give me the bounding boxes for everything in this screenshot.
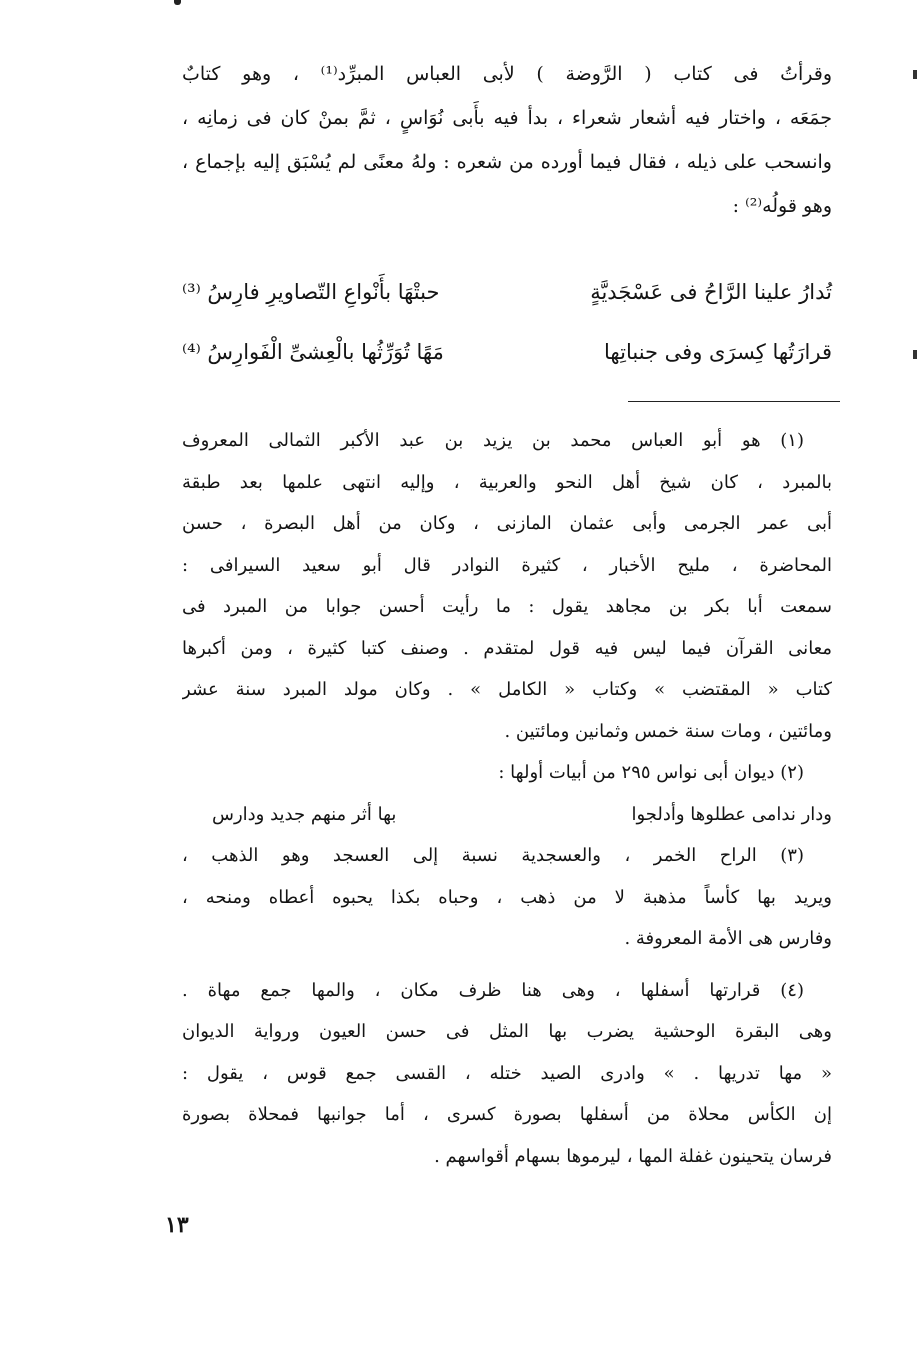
text-line: وقرأتُ فى كتاب ( الرَّوضة ) لأبى العباس المبرِّد⁽¹⁾ ، وهو كتابٌ <box>182 63 832 85</box>
footnote-line: المحاضرة ، مليح الأخبار ، كثيرة النوادر قال أبو سعيد السيرافى : <box>182 554 832 576</box>
footnote-line: (٢) ديوان أبى نواس ٢٩٥ من أبيات أولها : <box>498 762 804 783</box>
footnotes <box>182 420 832 1177</box>
footnote-line: ومائتين ، ومات سنة خمس وثمانين ومائتين . <box>504 720 832 742</box>
first-hemistich: قرارَتُها كِسرَى وفى جنباتِها <box>604 340 832 364</box>
page-number: ١٣ <box>165 1212 189 1238</box>
footnote-line: (١) هو أبو العباس محمد بن يزيد بن عبد الأكبر الثمالى المعروف <box>182 430 804 451</box>
footnote-line: (٣) الراح الخمر ، والعسجدية نسبة إلى العسجد وهو الذهب ، <box>182 845 804 866</box>
first-hemistich: ودار ندامى عطلوها وأدلجوا <box>631 803 832 825</box>
margin-mark <box>913 70 917 79</box>
scan-mark <box>174 0 181 5</box>
footnote-line: فرسان يتحينون غفلة المها ، ليرموها بسهام أقواسهم . <box>434 1145 832 1167</box>
first-hemistich: تُدارُ علينا الرَّاحُ فى عَسْجَديَّةٍ <box>590 280 832 304</box>
footnote-line: بالمبرد ، كان شيخ أهل النحو والعربية ، وإليه انتهى علمها بعد طبقة <box>182 471 832 493</box>
main-paragraph <box>182 52 832 228</box>
second-hemistich: حبتْهَا بأَنْواعِ التّصاويرِ فارِسُ ⁽³⁾ <box>182 280 440 304</box>
footnote-1 <box>182 420 832 752</box>
text-line: وهو قولُه⁽²⁾ : <box>732 195 832 217</box>
footnote-line: كتاب « المقتضب » وكتاب « الكامل » . وكان مولد المبرد سنة عشر <box>182 679 832 700</box>
second-hemistich: مَهًا تُوَرِّثُها بالْعِشىِّ الْفَوارِسُ ⁽⁴⁾ <box>182 340 444 364</box>
footnote-line: إن الكأس محلاة من أسفلها بصورة كسرى ، أما جوانبها فمحلاة بصورة <box>182 1104 832 1125</box>
footnote-line: وفارس هى الأمة المعروفة . <box>624 928 832 949</box>
footnote-4 <box>182 970 832 1178</box>
footnote-line: وهى البقرة الوحشية يضرب بها المثل فى حسن العيون ورواية الديوان <box>182 1021 832 1042</box>
footnote-line: « مها تدريها . » وادرى الصيد ختله ، القسى جمع قوس ، يقول : <box>182 1062 832 1084</box>
text-line: وانسحب على ذيله ، فقال فيما أورده من شعره : ولهُ معنًى لم يُسْبَق إليه بإجماع ، <box>182 151 832 173</box>
text-line: جمَعَه ، واختار فيه أشعار شعراء ، بدأ فيه بأَبى نُوَاسٍ ، ثمَّ بمنْ كان فى زمانِه ، <box>182 107 832 129</box>
footnote-line: سمعت أبا بكر بن مجاهد يقول : ما رأيت أحسن جوابا من المبرد فى <box>182 596 832 617</box>
spacer <box>182 960 832 970</box>
footnote-line: (٤) قرارتها أسفلها ، وهى هنا ظرف مكان ، والمها جمع مهاة . <box>182 979 804 1001</box>
poem <box>182 262 832 382</box>
footnote-3 <box>182 835 832 960</box>
footnote-line: أبى عمر الجرمى وأبى عثمان المازنى ، وكان من أهل البصرة ، حسن <box>182 513 832 534</box>
footnote-verse <box>182 794 832 836</box>
footnote-2 <box>182 752 832 835</box>
poem-verse <box>182 262 832 322</box>
margin-mark <box>913 350 917 359</box>
footnote-line: معانى القرآن فيما ليس فيه قول لمتقدم . وصنف كتبا كثيرة ، ومن أكبرها <box>182 637 832 659</box>
footnote-separator <box>628 401 840 402</box>
poem-verse <box>182 322 832 382</box>
second-hemistich: بها أثر منهم جديد ودارس <box>212 803 397 825</box>
footnote-line: ويريد بها كأساً مذهبة لا من ذهب ، وحباه بكذا يحبوه أعطاه ومنحه ، <box>182 886 832 908</box>
